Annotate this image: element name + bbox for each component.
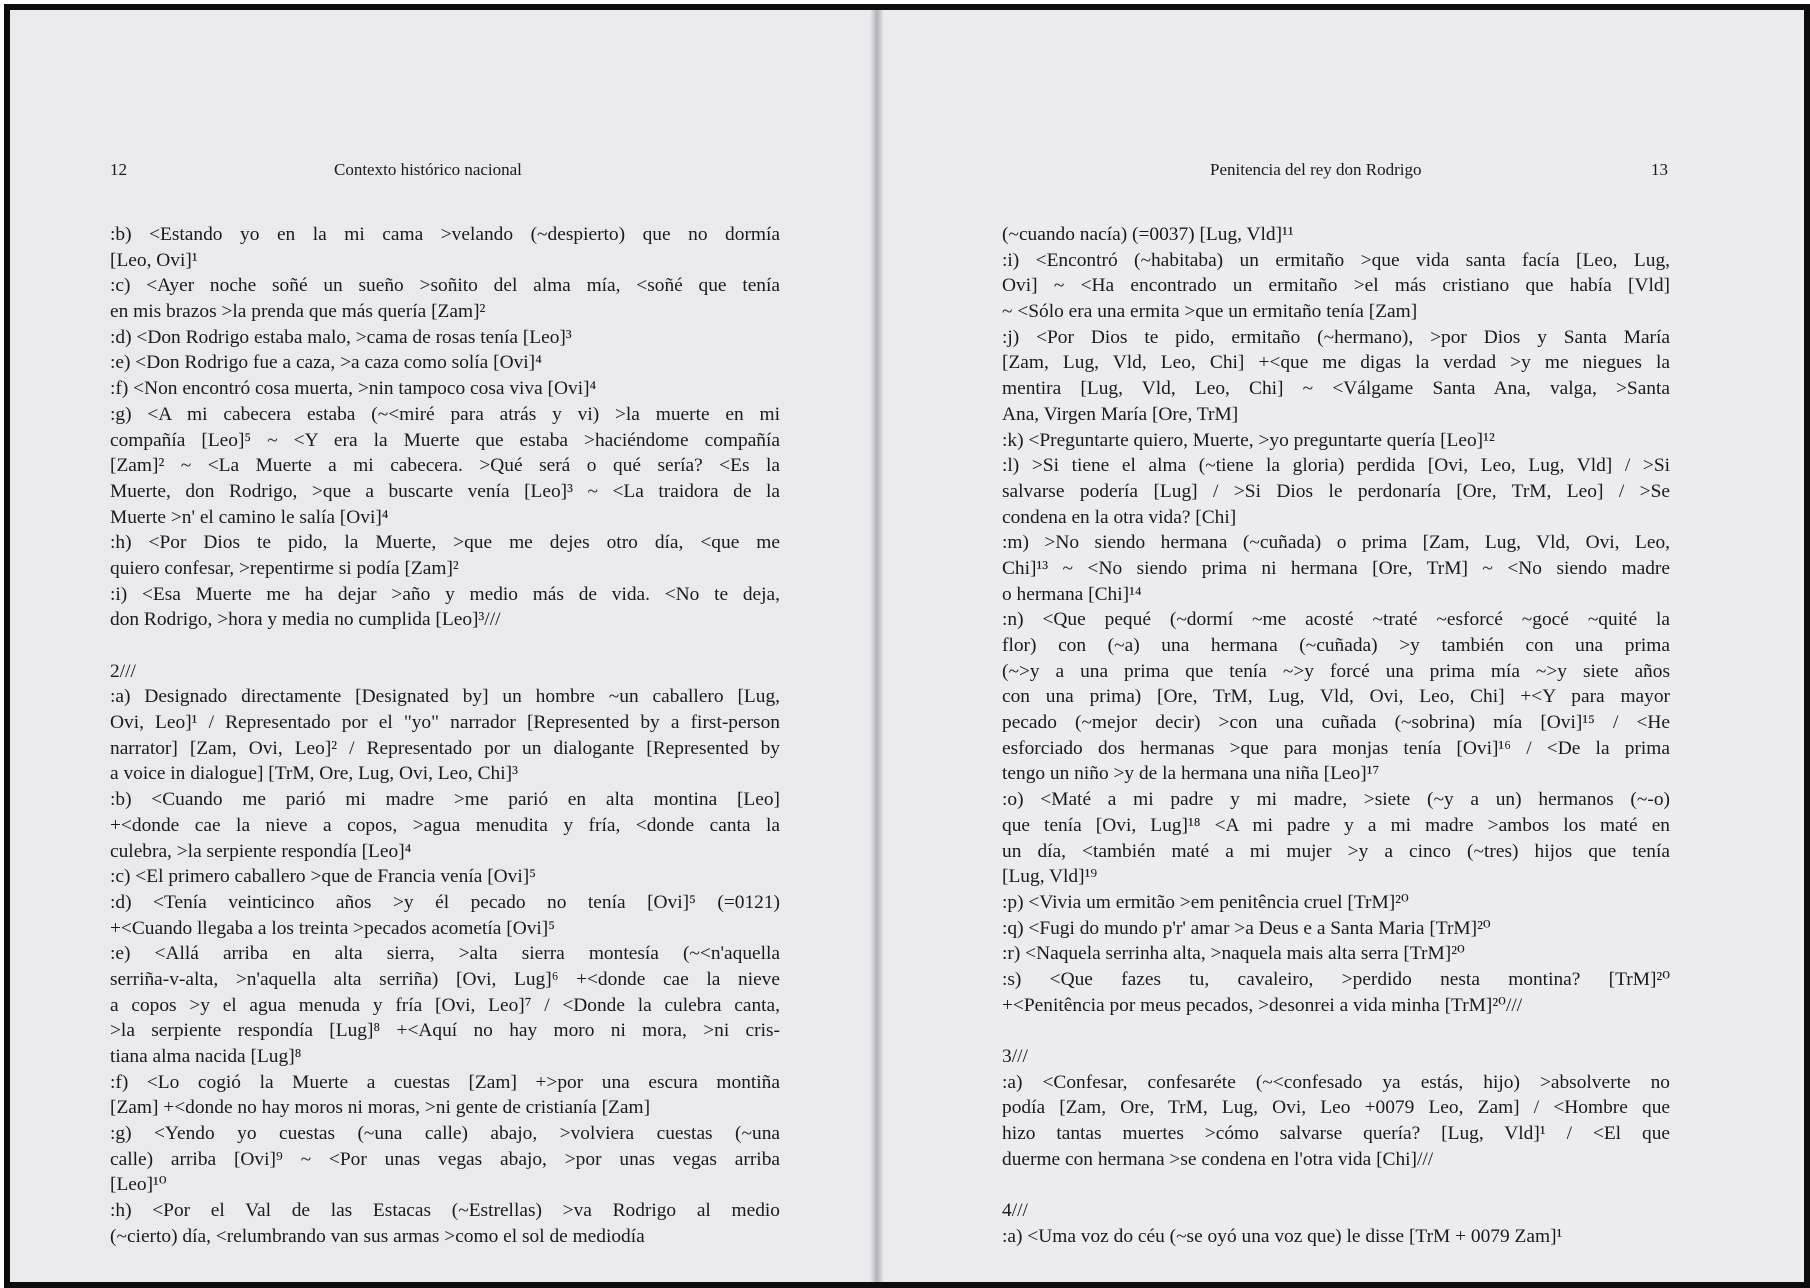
text-line: :a) <Uma voz do céu (~se oyó una voz que) le disse [TrM + 0079 Zam]¹ — [1002, 1225, 1563, 1247]
text-line: 4/// — [1002, 1200, 1028, 1222]
left-page — [10, 10, 876, 1282]
text-line: que tenía [Ovi, Lug]¹⁸ <A mi padre y a mi madre >ambos los maté en — [1002, 814, 1670, 836]
text-line: don Rodrigo, >hora y media no cumplida [Leo]³/// — [110, 609, 501, 631]
text-line: :s) <Que fazes tu, cavaleiro, >perdido nesta montina? [TrM]²⁰ — [1002, 968, 1670, 990]
text-line: tengo un niño >y de la hermana una niña [Leo]¹⁷ — [1002, 763, 1380, 785]
text-line: Ovi, Leo]¹ / Representado por el "yo" narrador [Represented by a first-person — [110, 712, 780, 734]
text-line: :c) <Ayer noche soñé un sueño >soñito del alma mía, <soñé que tenía — [110, 275, 780, 297]
text-line: +<donde cae la nieve a copos, >agua menudita y fría, <donde canta la — [110, 814, 780, 836]
text-line: (~cuando nacía) (=0037) [Lug, Vld]¹¹ — [1002, 224, 1294, 245]
text-line: (~>y a una prima que tenía ~>y forcé una prima mía ~>y siete años — [1002, 660, 1670, 682]
text-line — [1002, 1018, 1670, 1044]
text-line: :g) <A mi cabecera estaba (~<miré para atrás y vi) >la muerte en mi — [110, 403, 780, 425]
right-page — [876, 10, 1804, 1282]
text-line: [Leo]¹⁰ — [110, 1174, 167, 1196]
text-line: :l) >Si tiene el alma (~tiene la gloria) perdida [Ovi, Leo, Lug, Vld] / >Si — [1002, 455, 1670, 477]
text-line: Ana, Virgen María [Ore, TrM] — [1002, 403, 1239, 425]
text-line: :e) <Don Rodrigo fue a caza, >a caza como solía [Ovi]⁴ — [110, 352, 542, 374]
text-line: :i) <Encontró (~habitaba) un ermitaño >que vida santa facía [Leo, Lug, — [1002, 249, 1670, 271]
text-line: :o) <Maté a mi padre y mi madre, >siete (~y a un) hermanos (~-o) — [1002, 789, 1670, 811]
text-line: :a) <Confesar, confesaréte (~<confesado ya estás, hijo) >absolverte no — [1002, 1071, 1670, 1093]
text-line: :f) <Lo cogió la Muerte a cuestas [Zam] +>por una escura montiña — [110, 1071, 780, 1093]
book-spine — [870, 10, 884, 1282]
text-line: 3/// — [1002, 1046, 1028, 1067]
page-number-left: 12 — [110, 160, 127, 179]
left-page-text — [110, 222, 780, 1250]
text-line: :g) <Yendo yo cuestas (~una calle) abajo, >volviera cuestas (~una — [110, 1123, 780, 1145]
text-line: :j) <Por Dios te pido, ermitaño (~hermano), >por Dios y Santa María — [1002, 326, 1670, 348]
text-line: narrator] [Zam, Ovi, Leo]² / Representado por un dialogante [Represented by — [110, 737, 780, 759]
text-line: [Zam] +<donde no hay moros ni moras, >ni gente de cristianía [Zam] — [110, 1097, 651, 1119]
text-line: :b) <Cuando me parió mi madre >me parió en alta montina [Leo] — [110, 789, 780, 811]
text-line: :k) <Preguntarte quiero, Muerte, >yo preguntarte quería [Leo]¹² — [1002, 429, 1495, 451]
text-line: :r) <Naquela serrinha alta, >naquela mais alta serra [TrM]²⁰ — [1002, 943, 1465, 965]
text-line: salvarse podería [Lug] / >Si Dios le perdonaría [Ore, TrM, Leo] / >Se — [1002, 480, 1670, 502]
text-line: un día, <también maté a mi mujer >y a cinco (~tres) hijos que tenía — [1002, 840, 1670, 862]
text-line: :p) <Vivia um ermitão >em penitência cruel [TrM]²⁰ — [1002, 891, 1409, 913]
text-line: ~ <Sólo era una ermita >que un ermitaño tenía [Zam] — [1002, 301, 1418, 323]
text-line: Chi]¹³ ~ <No siendo prima ni hermana [Ore, TrM] ~ <No siendo madre — [1002, 557, 1670, 579]
text-line: con una prima) [Ore, TrM, Lug, Vld, Ovi, Leo, Chi] +<Y para mayor — [1002, 686, 1670, 708]
page-number-right: 13 — [1651, 160, 1668, 179]
text-line: :m) >No siendo hermana (~cuñada) o prima [Zam, Lug, Vld, Ovi, Leo, — [1002, 532, 1670, 554]
text-line: o hermana [Chi]¹⁴ — [1002, 583, 1142, 605]
text-line: [Lug, Vld]¹⁹ — [1002, 866, 1098, 888]
text-line: >la serpiente respondía [Lug]⁸ +<Aquí no hay moro ni mora, >ni cris- — [110, 1020, 780, 1042]
text-line: +<Penitência por meus pecados, >desonrei a vida minha [TrM]²⁰/// — [1002, 994, 1523, 1016]
text-line: podía [Zam, Ore, TrM, Lug, Ovi, Leo +0079 Leo, Zam] / <Hombre que — [1002, 1097, 1670, 1119]
book-spread — [4, 4, 1810, 1288]
text-line: :q) <Fugi do mundo p'r' amar >a Deus e a Santa Maria [TrM]²⁰ — [1002, 917, 1491, 939]
text-line: duerme con hermana >se condena en l'otra vida [Chi]/// — [1002, 1148, 1434, 1170]
text-line: Muerte >n' el camino le salía [Ovi]⁴ — [110, 506, 389, 528]
text-line: compañía [Leo]⁵ ~ <Y era la Muerte que estaba >haciéndome compañía — [110, 429, 780, 451]
text-line: mentira [Lug, Vld, Leo, Chi] ~ <Válgame Santa Ana, valga, >Santa — [1002, 378, 1670, 400]
text-line: quiero confesar, >repentirme si podía [Zam]² — [110, 557, 459, 579]
text-line: (~cierto) día, <relumbrando van sus armas >como el sol de mediodía — [110, 1225, 645, 1247]
text-line: :a) Designado directamente [Designated by] un hombre ~un caballero [Lug, — [110, 686, 780, 708]
text-line: :f) <Non encontró cosa muerta, >nin tampoco cosa viva [Ovi]⁴ — [110, 378, 597, 400]
text-line: a voice in dialogue] [TrM, Ore, Lug, Ovi, Leo, Chi]³ — [110, 763, 518, 785]
text-line: calle) arriba [Ovi]⁹ ~ <Por unas vegas abajo, >por unas vegas arriba — [110, 1148, 780, 1170]
running-head-right: Penitencia del rey don Rodrigo — [1210, 160, 1422, 179]
text-line: a copos >y el agua menuda y fría [Ovi, Leo]⁷ / <Donde la culebra canta, — [110, 994, 780, 1016]
text-line: :h) <Por el Val de las Estacas (~Estrellas) >va Rodrigo al medio — [110, 1200, 780, 1222]
text-line: :e) <Allá arriba en alta sierra, >alta sierra montesía (~<n'aquella — [110, 943, 780, 965]
text-line: pecado (~mejor decir) >con una cuñada (~sobrina) mía [Ovi]¹⁵ / <He — [1002, 712, 1670, 734]
right-page-text — [1002, 222, 1670, 1250]
text-line: [Zam]² ~ <La Muerte a mi cabecera. >Qué será o qué sería? <Es la — [110, 455, 780, 477]
running-head-left: Contexto histórico nacional — [334, 160, 522, 179]
text-line: serriña-v-alta, >n'aquella alta serriña) [Ovi, Lug]⁶ +<donde cae la nieve — [110, 968, 780, 990]
text-line: Ovi] ~ <Ha encontrado un ermitaño >el más cristiano que había [Vld] — [1002, 275, 1670, 297]
text-line: :n) <Que pequé (~dormí ~me acosté ~traté ~esforcé ~gocé ~quité la — [1002, 609, 1670, 631]
text-line: :b) <Estando yo en la mi cama >velando (~despierto) que no dormía — [110, 224, 780, 245]
text-line: :i) <Esa Muerte me ha dejar >año y medio más de vida. <No te deja, — [110, 583, 780, 605]
text-line: condena en la otra vida? [Chi] — [1002, 506, 1237, 528]
text-line: tiana alma nacida [Lug]⁸ — [110, 1046, 302, 1067]
text-line: en mis brazos >la prenda que más quería [Zam]² — [110, 301, 486, 323]
text-line: :d) <Tenía veinticinco años >y él pecado no tenía [Ovi]⁵ (=0121) — [110, 891, 780, 913]
text-line: esforciado dos hermanas >que para monjas tenía [Ovi]¹⁶ / <De la prima — [1002, 737, 1670, 759]
text-line: :d) <Don Rodrigo estaba malo, >cama de rosas tenía [Leo]³ — [110, 326, 572, 348]
text-line — [110, 633, 780, 659]
text-line: :h) <Por Dios te pido, la Muerte, >que me dejes otro día, <que me — [110, 532, 780, 554]
text-line: flor) con (~a) una hermana (~cuñada) >y también con una prima — [1002, 635, 1670, 656]
text-line: Muerte, don Rodrigo, >que a buscarte venía [Leo]³ ~ <La traidora de la — [110, 480, 780, 502]
text-line: [Leo, Ovi]¹ — [110, 249, 198, 271]
text-line: [Zam, Lug, Vld, Leo, Chi] +<que me digas la verdad >y me niegues la — [1002, 352, 1670, 374]
text-line: 2/// — [110, 660, 136, 682]
text-line: hizo tantas muertes >cómo salvarse quería? [Lug, Vld]¹ / <El que — [1002, 1123, 1670, 1145]
text-line: culebra, >la serpiente respondía [Leo]⁴ — [110, 840, 412, 862]
text-line — [1002, 1172, 1670, 1198]
text-line: +<Cuando llegaba a los treinta >pecados acometía [Ovi]⁵ — [110, 917, 555, 939]
text-line: :c) <El primero caballero >que de Francia venía [Ovi]⁵ — [110, 866, 536, 888]
